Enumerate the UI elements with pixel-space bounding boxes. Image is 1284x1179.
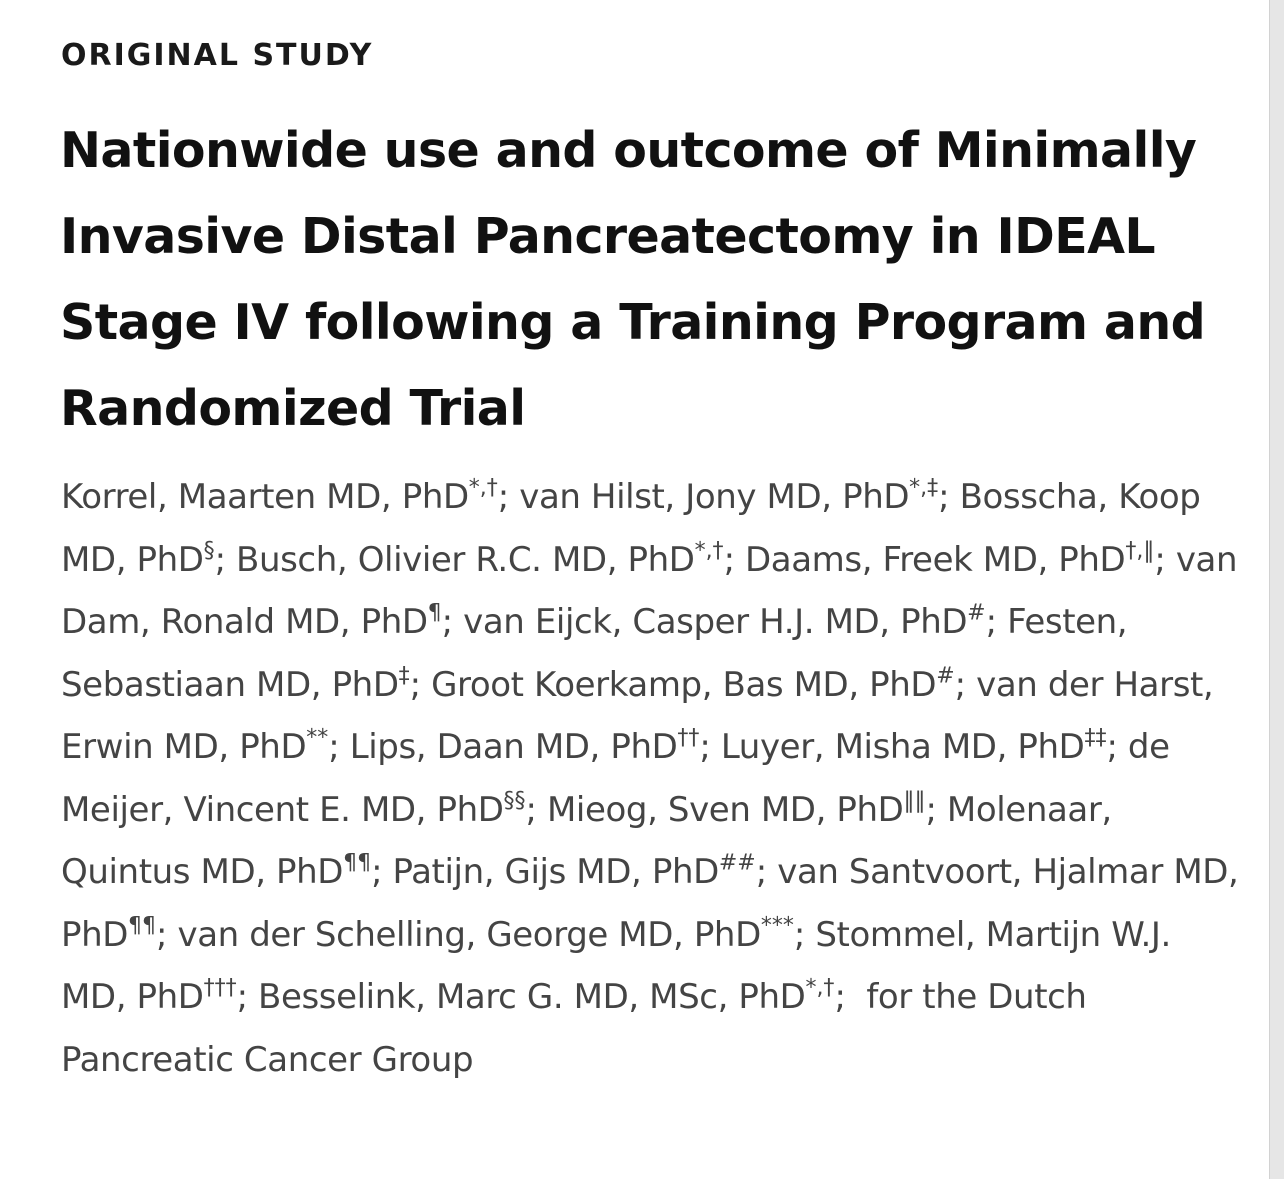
author-name: Bosscha, Koop MD, PhD bbox=[61, 477, 1201, 580]
affiliation-marks: ## bbox=[718, 850, 756, 876]
author-separator: ; bbox=[985, 602, 1008, 642]
author-entry bbox=[519, 477, 959, 517]
author-name: van der Schelling, George MD, PhD bbox=[177, 914, 761, 955]
author-list bbox=[61, 466, 1241, 1091]
author-entry bbox=[721, 727, 1128, 767]
author-name: van Dam, Ronald MD, PhD bbox=[61, 539, 1238, 642]
article-title: Nationwide use and outcome of Minimally Invasive Distal Pancreatectomy in IDEAL Stage IV following a Training Program and Randomized Trial bbox=[60, 122, 1206, 437]
affiliation-marks: § bbox=[203, 537, 215, 563]
affiliation-marks: # bbox=[936, 662, 955, 688]
author-separator: ; bbox=[1106, 727, 1128, 767]
author-entry bbox=[350, 727, 721, 767]
author-separator: ; bbox=[214, 539, 237, 580]
author-entry bbox=[236, 537, 746, 580]
author-separator: ; bbox=[371, 852, 393, 892]
affiliation-marks: *** bbox=[760, 912, 794, 938]
author-name: Busch, Olivier R.C. MD, PhD bbox=[236, 539, 695, 580]
author-group: for the Dutch Pancreatic Cancer Group bbox=[61, 977, 1087, 1080]
author-separator: ; bbox=[497, 477, 520, 517]
author-separator: ; bbox=[236, 977, 259, 1017]
author-name: Molenaar, Quintus MD, PhD bbox=[61, 789, 1112, 892]
author-entry bbox=[547, 787, 947, 830]
author-name: Stommel, Martijn W.J. MD, PhD bbox=[61, 914, 1171, 1017]
author-entry bbox=[258, 977, 866, 1017]
affiliation-marks: ‡ bbox=[398, 662, 410, 688]
affiliation-marks: §§ bbox=[503, 787, 526, 813]
author-name: Luyer, Misha MD, PhD bbox=[720, 727, 1085, 767]
affiliation-marks: ††† bbox=[203, 975, 237, 1001]
author-name: Daams, Freek MD, PhD bbox=[745, 539, 1126, 580]
article-type-label: ORIGINAL STUDY bbox=[61, 38, 374, 73]
affiliation-marks: ** bbox=[306, 725, 329, 751]
author-name: Lips, Daan MD, PhD bbox=[349, 727, 678, 767]
affiliation-marks: *,† bbox=[468, 475, 498, 501]
author-entry bbox=[177, 912, 816, 955]
affiliation-marks: ‡‡ bbox=[1084, 725, 1107, 751]
author-name: Mieog, Sven MD, PhD bbox=[547, 789, 904, 830]
author-separator: ; bbox=[525, 789, 547, 830]
author-separator: ; bbox=[441, 602, 464, 642]
affiliation-marks: ¶ bbox=[427, 600, 442, 626]
author-separator: ; bbox=[723, 539, 746, 580]
author-name: van der Harst, Erwin MD, PhD bbox=[61, 664, 1214, 767]
author-entry bbox=[431, 662, 977, 705]
author-separator: ; bbox=[793, 914, 816, 955]
affiliation-marks: ¶¶ bbox=[343, 850, 372, 876]
affiliation-marks: †,‖ bbox=[1125, 537, 1155, 563]
affiliation-marks: ¶¶ bbox=[128, 912, 157, 938]
author-name: de Meijer, Vincent E. MD, PhD bbox=[61, 727, 1170, 830]
affiliation-marks: *,† bbox=[805, 975, 835, 1001]
author-name: Groot Koerkamp, Bas MD, PhD bbox=[431, 664, 937, 705]
author-separator: ; bbox=[755, 852, 778, 892]
scrollbar[interactable] bbox=[1269, 0, 1284, 1179]
author-separator: ; bbox=[699, 727, 721, 767]
author-separator: ; bbox=[409, 664, 432, 705]
author-entry bbox=[463, 602, 1007, 642]
author-separator: ; bbox=[156, 914, 178, 955]
author-name: Festen, Sebastiaan MD, PhD bbox=[61, 602, 1128, 705]
author-name: van Santvoort, Hjalmar MD, PhD bbox=[61, 852, 1239, 955]
author-separator: ; bbox=[938, 477, 960, 517]
affiliation-marks: *,† bbox=[694, 537, 724, 563]
author-name: van Hilst, Jony MD, PhD bbox=[519, 477, 910, 517]
author-separator: ; bbox=[834, 977, 867, 1017]
author-name: Besselink, Marc G. MD, MSc, PhD bbox=[258, 977, 806, 1017]
author-entry bbox=[745, 537, 1176, 580]
affiliation-marks: †† bbox=[677, 725, 700, 751]
author-separator: ; bbox=[925, 789, 947, 830]
author-name: van Eijck, Casper H.J. MD, PhD bbox=[463, 602, 968, 642]
author-entry bbox=[61, 477, 519, 517]
author-entry bbox=[393, 852, 778, 892]
author-name: Korrel, Maarten MD, PhD bbox=[61, 477, 469, 517]
affiliation-marks: ‖‖ bbox=[903, 787, 926, 813]
affiliation-marks: # bbox=[967, 600, 986, 626]
author-separator: ; bbox=[328, 727, 350, 767]
author-name: Patijn, Gijs MD, PhD bbox=[392, 852, 719, 892]
author-separator: ; bbox=[1154, 539, 1176, 580]
author-separator: ; bbox=[954, 664, 977, 705]
affiliation-marks: *,‡ bbox=[909, 475, 939, 501]
